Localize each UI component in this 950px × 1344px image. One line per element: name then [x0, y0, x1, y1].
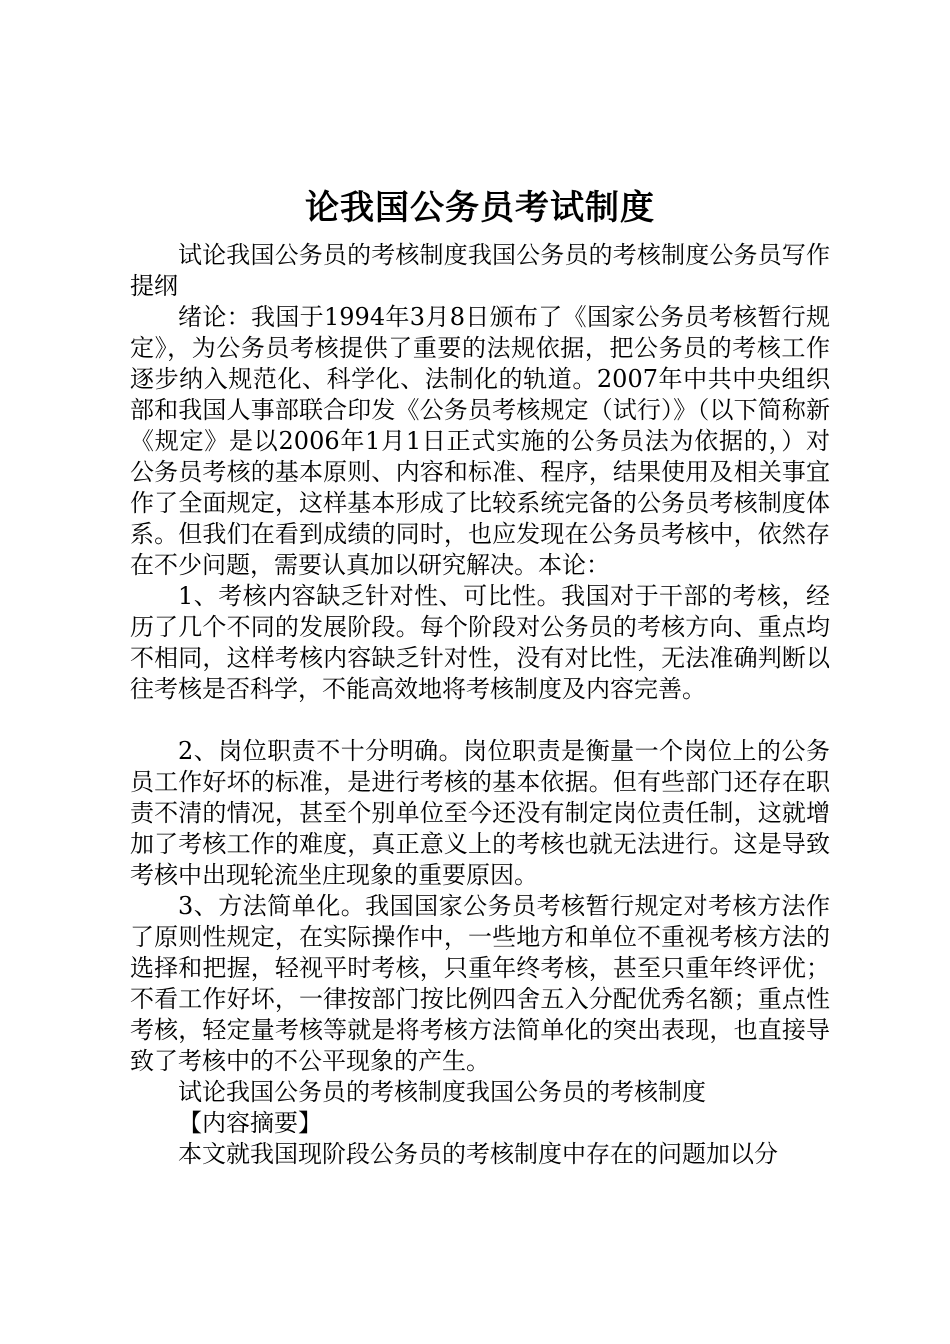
- paragraph-spacer: [130, 705, 830, 736]
- paragraph-introduction: 绪论：我国于1994年3月8日颁布了《国家公务员考核暂行规定》，为公务员考核提供了重要的法规依据，把公务员的考核工作逐步纳入规范化、科学化、法制化的轨道。2007年中共中央组织部和我国人事部联合印发《公务员考核规定（试行）》（以下简称新《规定》是以2006年1月1日正式实施的公务员法为依据的，）对公务员考核的基本原则、内容和标准、程序，结果使用及相关事宜作了全面规定，这样基本形成了比较系统完备的公务员考核制度体系。但我们在看到成绩的同时，也应发现在公务员考核中，依然存在不少问题，需要认真加以研究解决。本论：: [130, 303, 830, 579]
- paragraph-point-1: 1、考核内容缺乏针对性、可比性。我国对于干部的考核，经历了几个不同的发展阶段。每个阶段对公务员的考核方向、重点均不相同，这样考核内容缺乏针对性，没有对比性，无法准确判断以往考核是否科学，不能高效地将考核制度及内容完善。: [130, 582, 830, 703]
- paragraph-subtitle: 试论我国公务员的考核制度我国公务员的考核制度: [178, 1078, 706, 1106]
- paragraph-abstract-body: 本文就我国现阶段公务员的考核制度中存在的问题加以分: [178, 1140, 778, 1168]
- document-page: [130, 182, 830, 1170]
- paragraph-point-2: 2、岗位职责不十分明确。岗位职责是衡量一个岗位上的公务员工作好坏的标准，是进行考核的基本依据。但有些部门还存在职责不清的情况，甚至个别单位至今还没有制定岗位责任制，这就增加了考核工作的难度，真正意义上的考核也就无法进行。这是导致考核中出现轮流坐庄现象的重要原因。: [130, 737, 830, 889]
- document-title: 论我国公务员考试制度: [305, 188, 655, 228]
- paragraph-outline: 试论我国公务员的考核制度我国公务员的考核制度公务员写作提纲: [130, 241, 830, 300]
- paragraph-point-3: 3、方法简单化。我国国家公务员考核暂行规定对考核方法作了原则性规定，在实际操作中，一些地方和单位不重视考核方法的选择和把握，轻视平时考核，只重年终考核，甚至只重年终评优；不看工作好坏，一律按部门按比例四舍五入分配优秀名额；重点性考核，轻定量考核等就是将考核方法简单化的突出表现，也直接导致了考核中的不公平现象的产生。: [130, 892, 830, 1075]
- paragraph-abstract-heading: 【内容摘要】: [178, 1109, 322, 1137]
